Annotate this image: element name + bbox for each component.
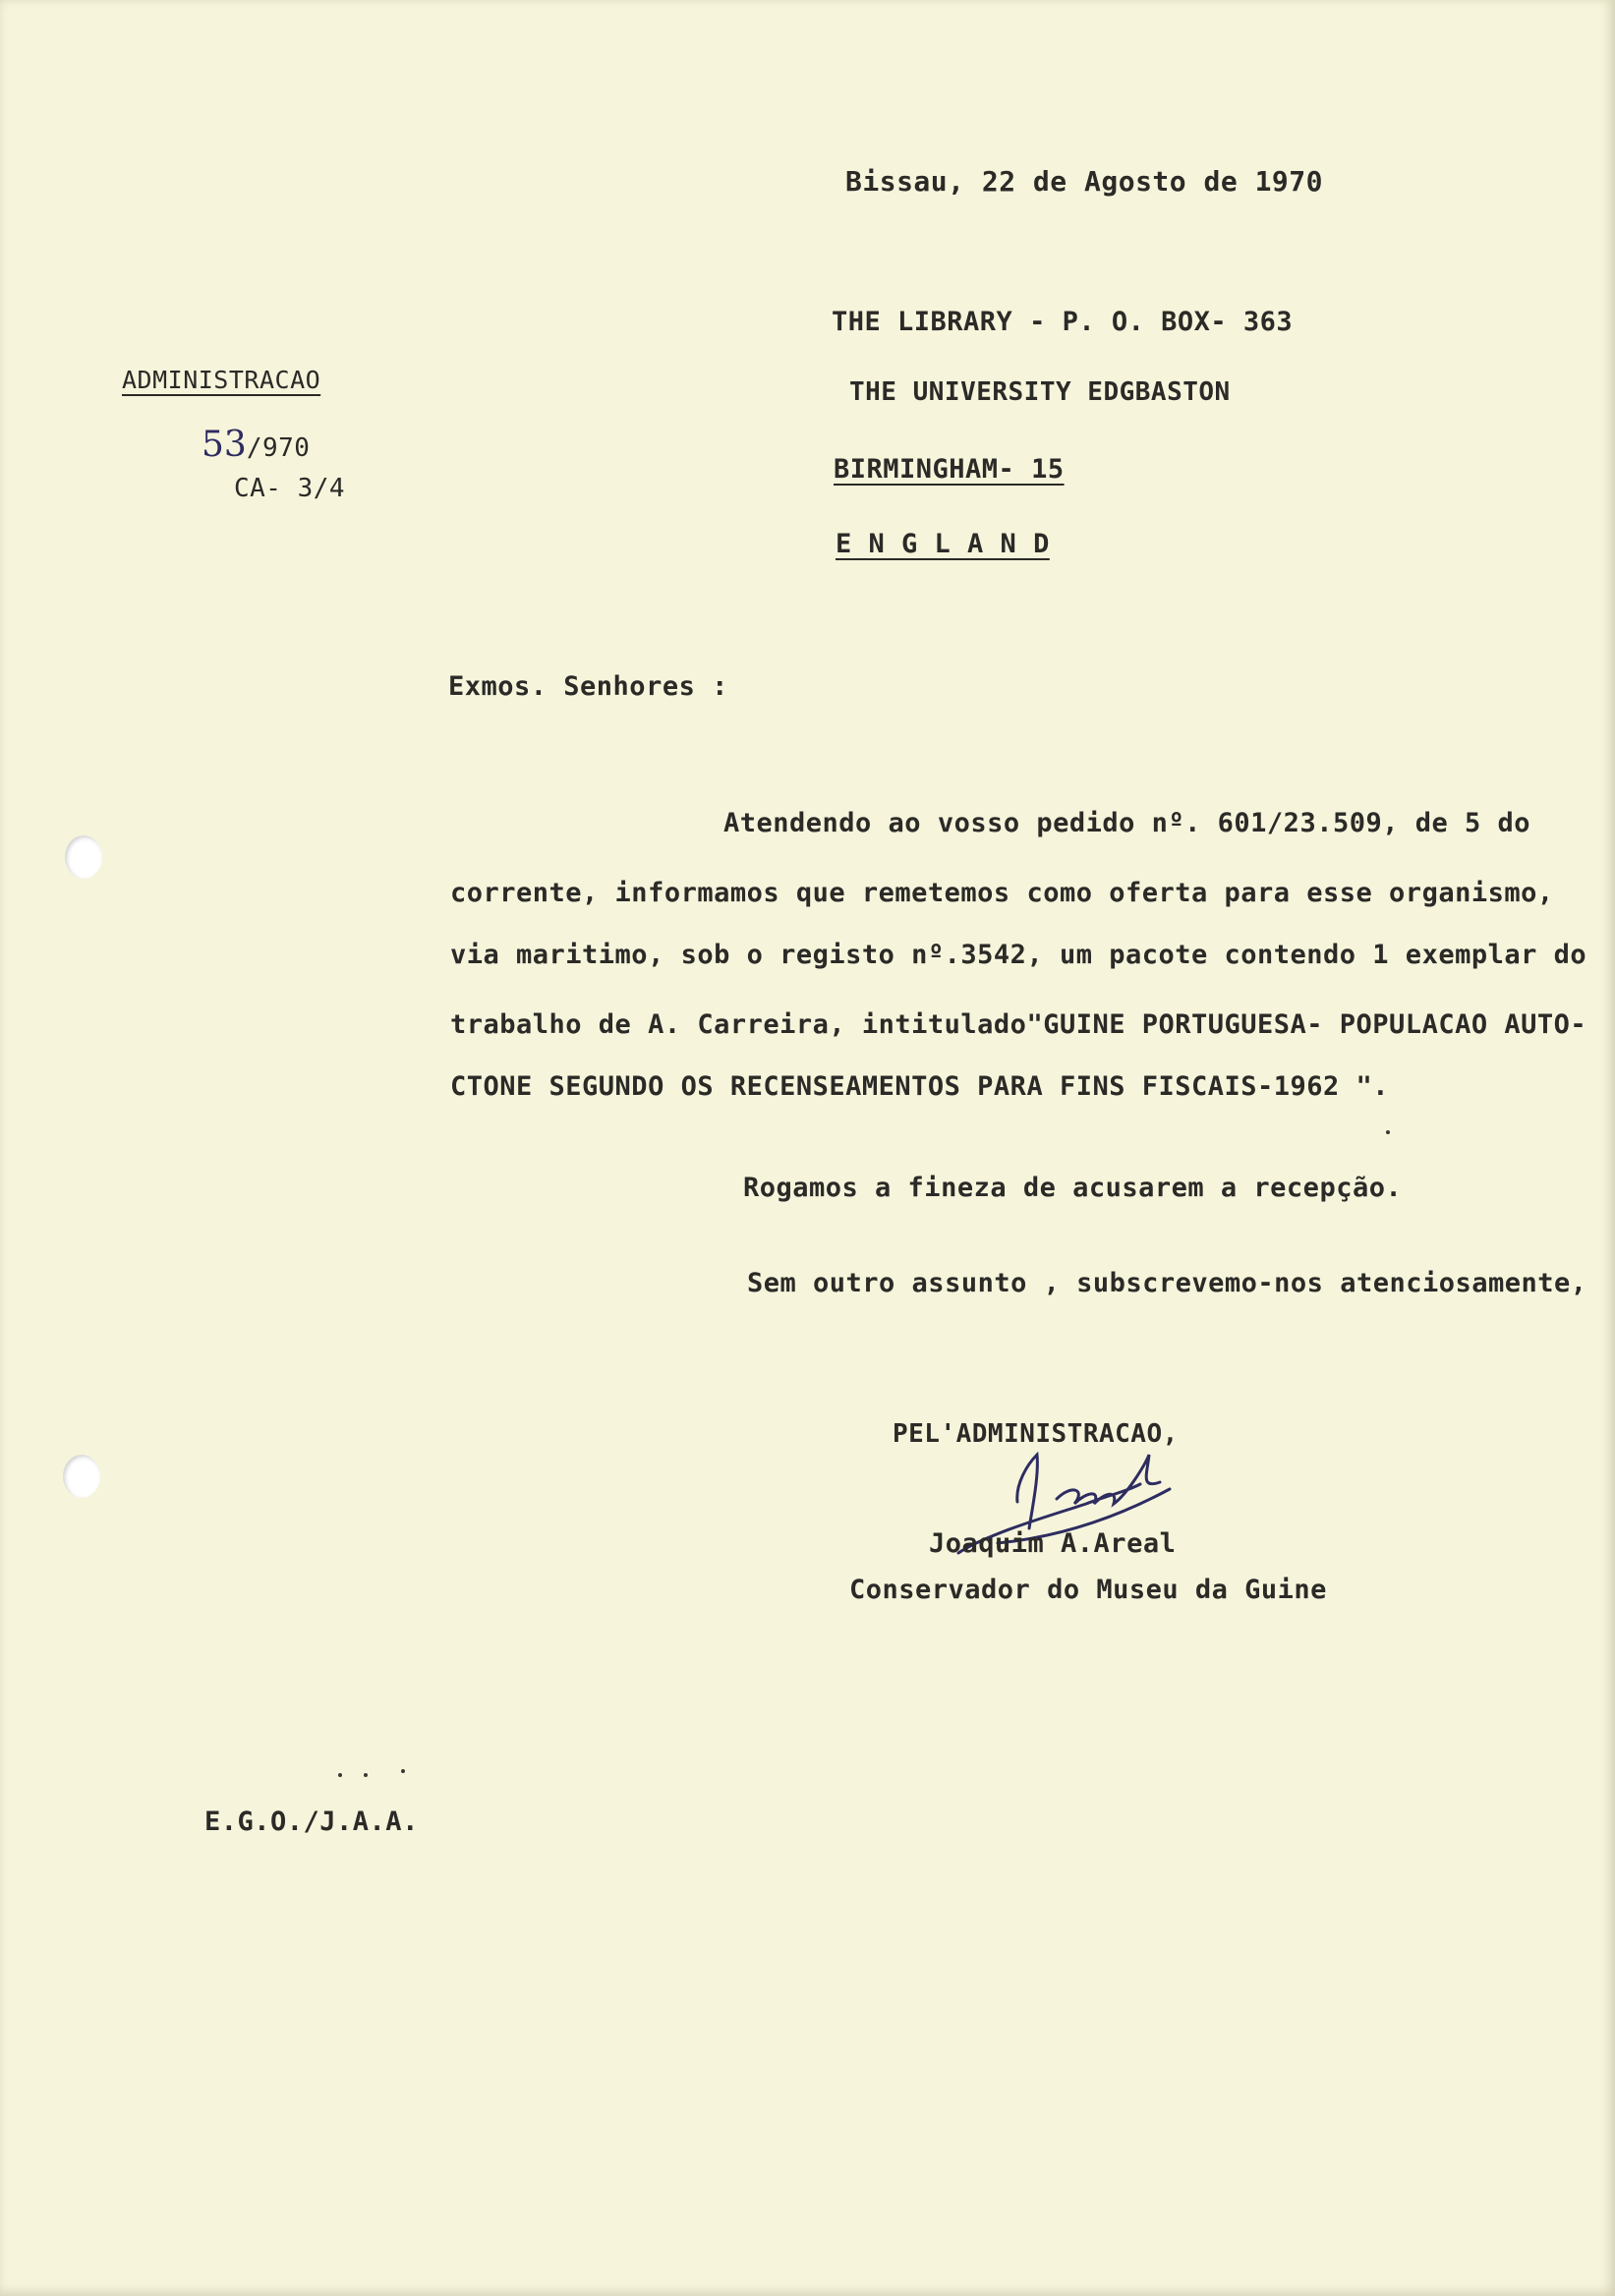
ink-speck — [1386, 1130, 1390, 1134]
reference-number-typed: /970 — [246, 433, 311, 463]
signatory-name: Joaquim A.Areal — [929, 1528, 1177, 1559]
ink-speck — [364, 1773, 368, 1777]
reference-number — [202, 425, 310, 465]
body-line-3: via maritimo, sob o registo nº.3542, um pacote contendo 1 exemplar do — [450, 940, 1587, 970]
body-line-1: Atendendo ao vosso pedido nº. 601/23.509, de 5 do — [723, 808, 1531, 838]
date-line: Bissau, 22 de Agosto de 1970 — [845, 165, 1324, 198]
recipient-line-2: THE UNIVERSITY EDGBASTON — [849, 377, 1231, 407]
body-line-5: CTONE SEGUNDO OS RECENSEAMENTOS PARA FINS FISCAIS-1962 ". — [450, 1071, 1390, 1102]
signatory-title: Conservador do Museu da Guine — [849, 1575, 1327, 1605]
signature-on-behalf: PEL'ADMINISTRACAO, — [893, 1419, 1179, 1449]
recipient-line-4: E N G L A N D — [836, 529, 1050, 559]
punch-hole-bottom — [63, 1455, 100, 1498]
recipient-line-1: THE LIBRARY - P. O. BOX- 363 — [832, 307, 1294, 337]
salutation: Exmos. Senhores : — [448, 671, 728, 702]
closing-request: Rogamos a fineza de acusarem a recepção. — [743, 1173, 1403, 1203]
typist-initials: E.G.O./J.A.A. — [204, 1807, 419, 1837]
closing-regards: Sem outro assunto , subscrevemo-nos atenciosamente, — [747, 1268, 1587, 1298]
reference-number-handwritten: 53 — [202, 425, 247, 465]
ink-speck — [401, 1769, 405, 1773]
body-line-2: corrente, informamos que remetemos como oferta para esse organismo, — [450, 878, 1554, 908]
punch-hole-top — [65, 835, 102, 879]
reference-department: ADMINISTRACAO — [122, 366, 321, 394]
ink-speck — [338, 1773, 342, 1777]
reference-code: CA- 3/4 — [234, 474, 346, 503]
recipient-line-3: BIRMINGHAM- 15 — [834, 454, 1065, 485]
body-line-4: trabalho de A. Carreira, intitulado"GUINE PORTUGUESA- POPULACAO AUTO- — [450, 1009, 1587, 1040]
